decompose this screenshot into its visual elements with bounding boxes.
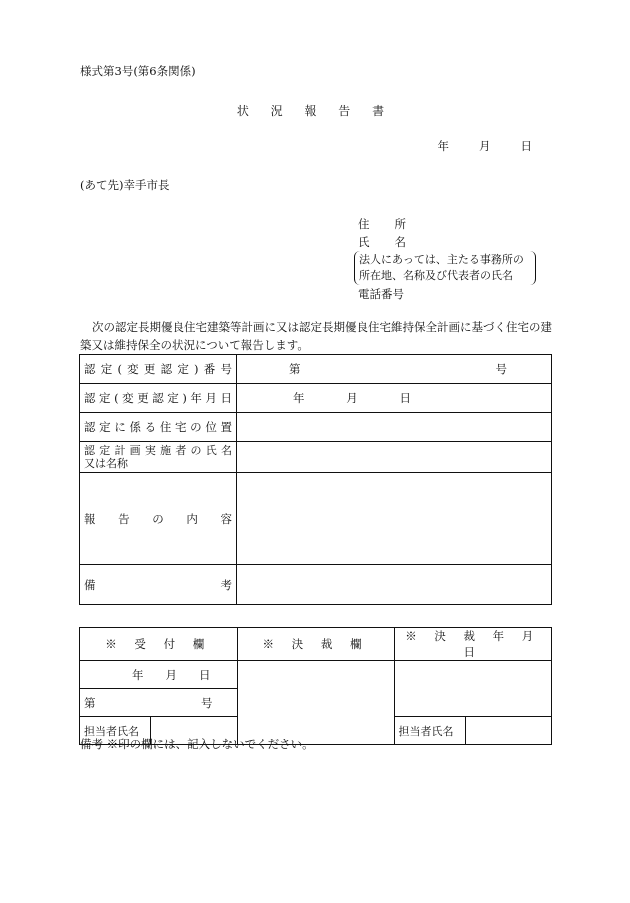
date-year: 年 xyxy=(437,139,449,153)
approval-header: ※ 決 裁 欄 xyxy=(237,628,394,661)
approval-date-cell[interactable] xyxy=(394,661,552,717)
cert-date-month: 月 xyxy=(346,391,358,405)
applicant-block xyxy=(358,215,536,303)
document-title: 状 況 報 告 書 xyxy=(236,104,394,118)
reception-header: ※ 受 付 欄 xyxy=(80,628,238,661)
cert-number-prefix: 第 xyxy=(289,362,301,376)
reception-number-prefix: 第 xyxy=(84,695,96,710)
footnote: 備考 ※印の欄には、記入しないでください。 xyxy=(80,737,314,751)
approval-date-header: ※ 決 裁 年 月 日 xyxy=(394,628,552,661)
reception-staff-label: 担当者氏名 xyxy=(80,717,151,745)
house-location-label: 認定に係る住宅の位置 xyxy=(80,413,237,442)
cert-number-label: 認定(変更認定)番号 xyxy=(80,355,237,384)
date-month: 月 xyxy=(479,139,491,153)
submission-date xyxy=(438,141,533,153)
report-content-label: 報 告 の 内 容 xyxy=(80,473,237,565)
cert-date-day: 日 xyxy=(399,391,411,405)
reception-number-cell[interactable] xyxy=(80,689,238,717)
implementer-name-label: 認定計画実施者の氏名 又は名称 xyxy=(80,442,237,473)
reception-date-cell[interactable] xyxy=(80,661,238,689)
phone-label: 電話番号 xyxy=(358,287,404,301)
approval-staff-field[interactable] xyxy=(465,717,552,745)
approval-cell[interactable] xyxy=(237,661,394,745)
implementer-name-field[interactable] xyxy=(237,442,552,473)
reception-number-suffix: 号 xyxy=(201,695,213,710)
reception-month: 月 xyxy=(165,667,177,682)
report-table xyxy=(79,354,552,605)
report-content-field[interactable] xyxy=(237,473,552,565)
cert-date-year: 年 xyxy=(293,391,305,405)
cert-number-field[interactable] xyxy=(237,355,552,384)
corporation-note xyxy=(354,251,536,285)
form-number: 様式第3号(第6条関係) xyxy=(80,64,196,78)
corporation-note-line-2: 所在地、名称及び代表者の氏名 xyxy=(359,269,513,282)
date-day: 日 xyxy=(520,139,532,153)
cert-date-field[interactable] xyxy=(237,384,552,413)
name-label: 氏 名 xyxy=(358,235,406,249)
office-use-table xyxy=(79,627,552,745)
corporation-note-line-1: 法人にあっては、主たる事務所の xyxy=(359,253,524,266)
addressee: (あて先)幸手市長 xyxy=(80,178,170,192)
reception-year: 年 xyxy=(132,667,144,682)
cert-date-label: 認定(変更認定)年月日 xyxy=(80,384,237,413)
cert-number-suffix: 号 xyxy=(495,362,507,376)
reception-day: 日 xyxy=(199,667,211,682)
address-label: 住 所 xyxy=(358,217,406,231)
intro-text: 次の認定長期優良住宅建築等計画に又は認定長期優良住宅維持保全計画に基づく住宅の建築又は維持保全の状況について報告します。 xyxy=(80,320,552,352)
remarks-label: 備 考 xyxy=(80,565,237,605)
remarks-field[interactable] xyxy=(237,565,552,605)
house-location-field[interactable] xyxy=(237,413,552,442)
approval-staff-label: 担当者氏名 xyxy=(394,717,465,745)
